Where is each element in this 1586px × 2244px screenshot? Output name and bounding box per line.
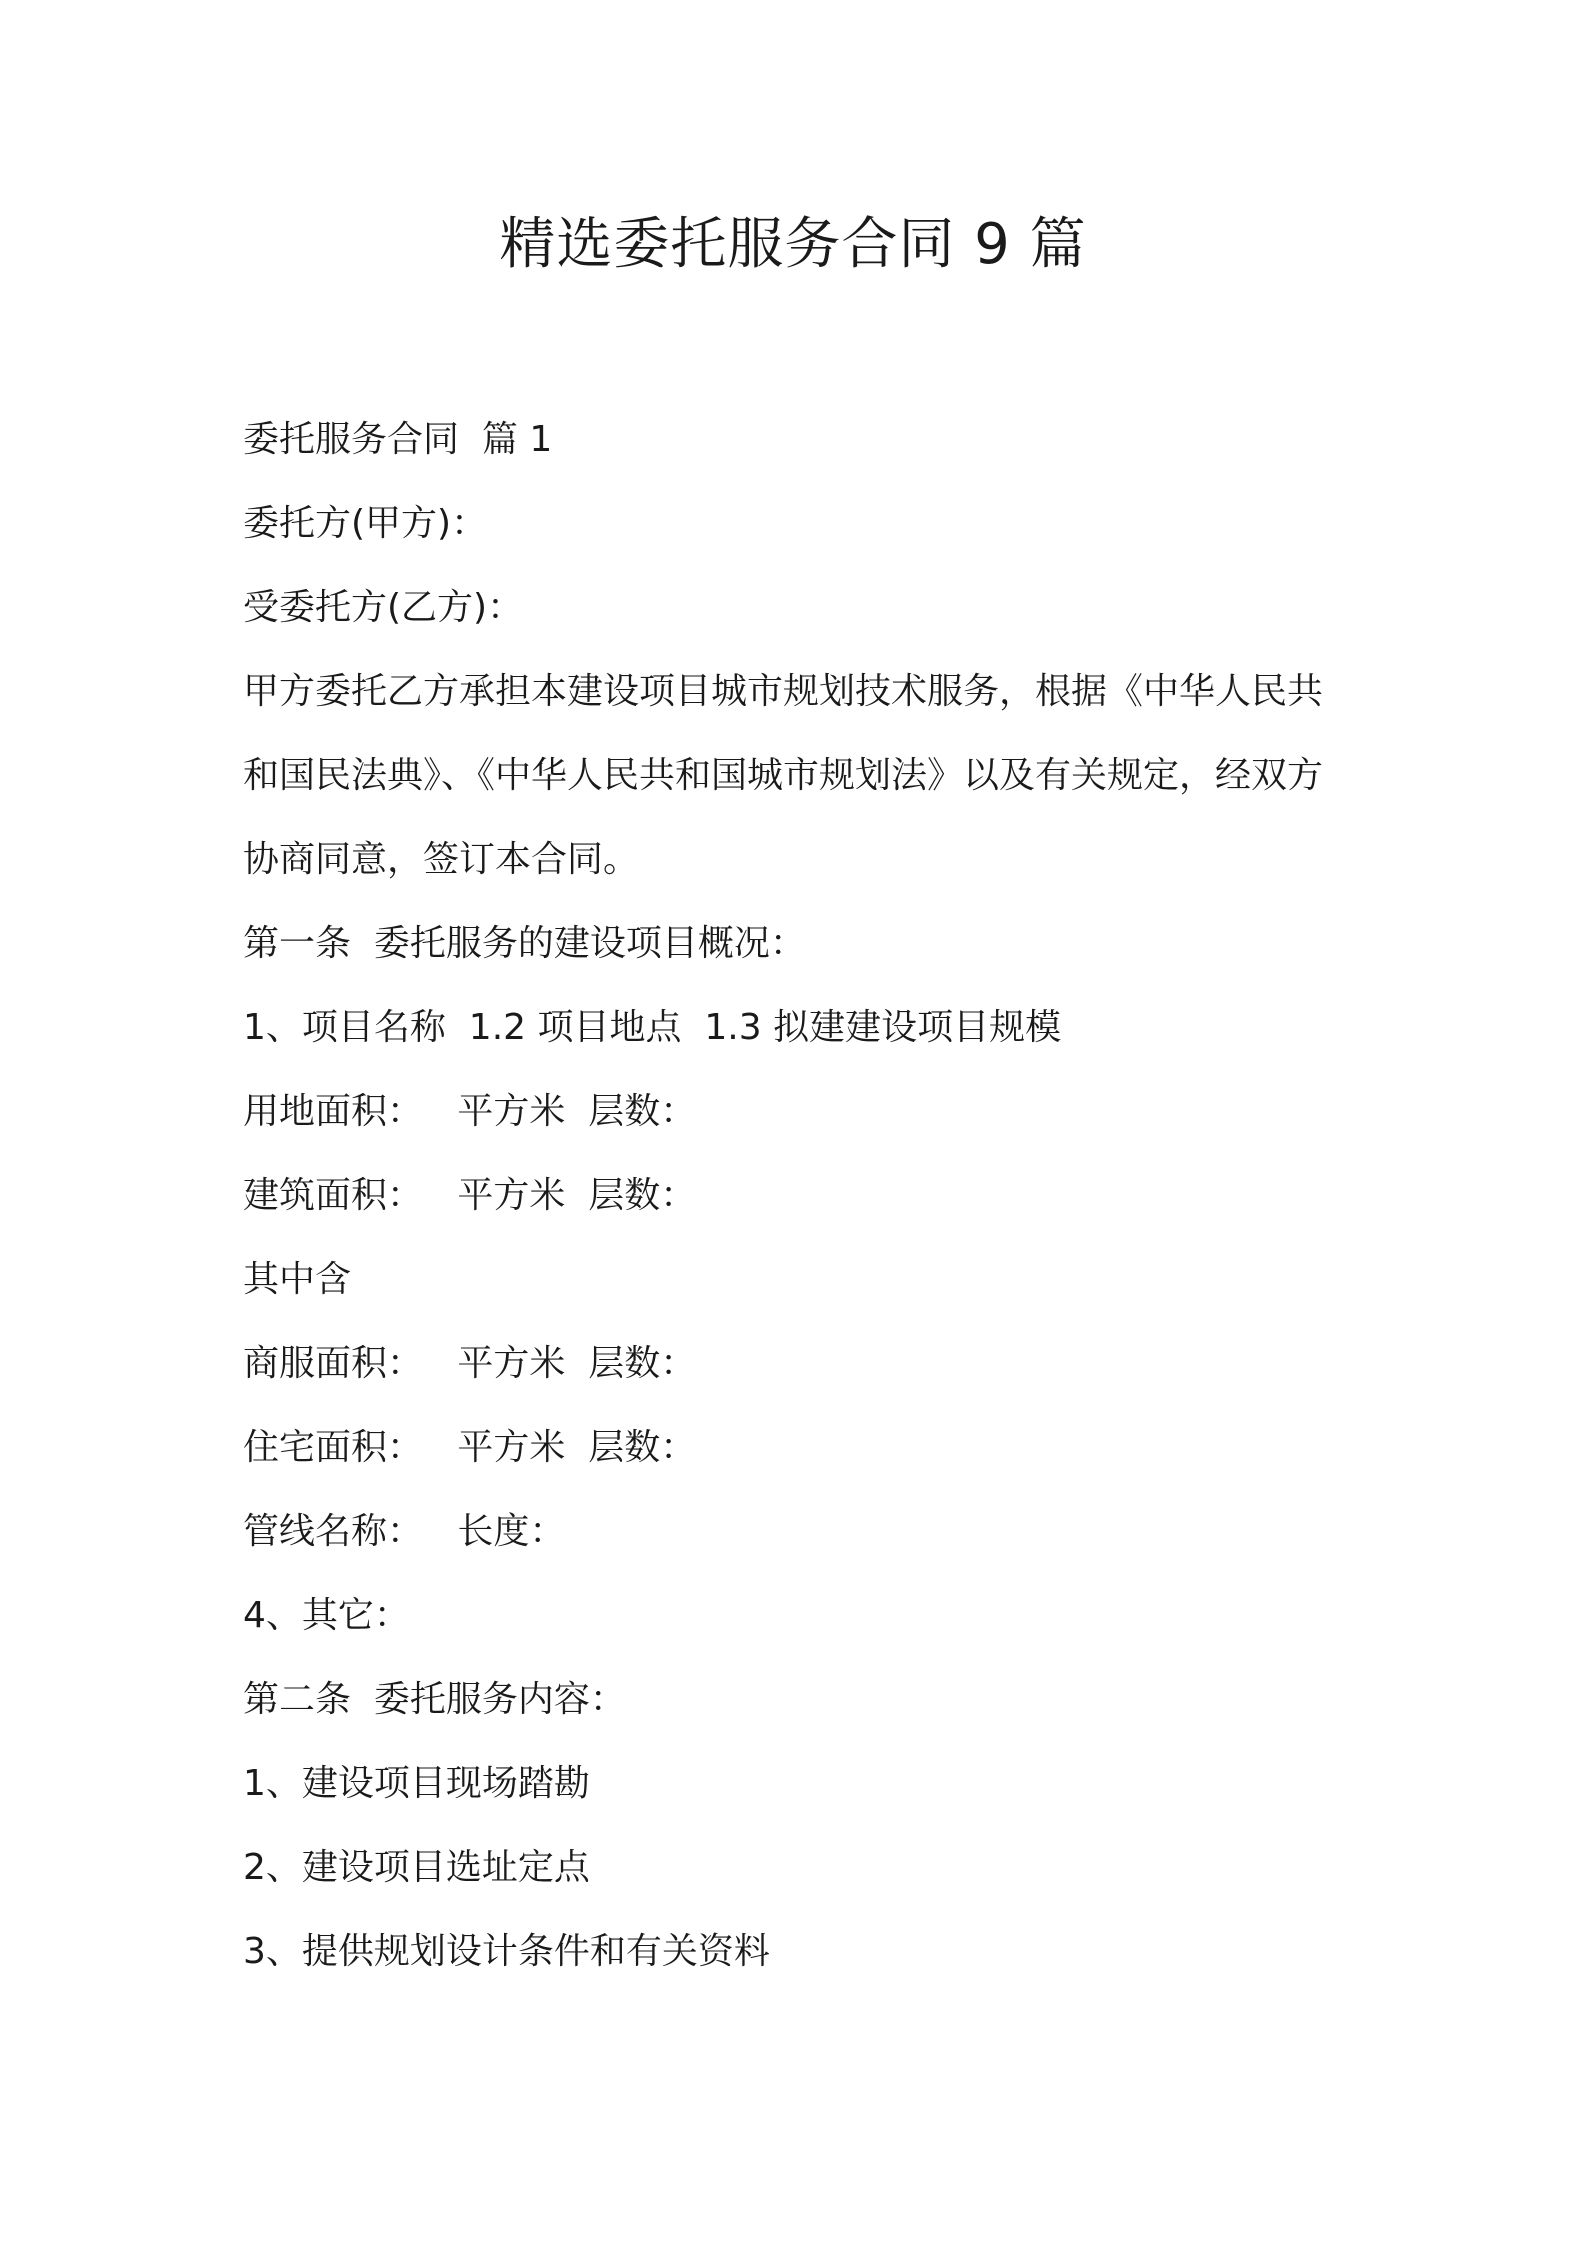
other-line: 4、其它： [243, 1595, 410, 1636]
list-item: 2、建设项目选址定点 [243, 1847, 590, 1888]
list-item: 1、建设项目现场踏勘 [243, 1763, 590, 1804]
land-area-line: 用地面积： 平方米 层数： [243, 1091, 697, 1132]
includes-line: 其中含 [243, 1259, 352, 1300]
article-heading: 第一条 委托服务的建设项目概况： [243, 923, 806, 964]
document-title: 精选委托服务合同 9 篇 [499, 212, 1087, 277]
paragraph-line: 甲方委托乙方承担本建设项目城市规划技术服务，根据《中华人民共 [243, 671, 1324, 712]
paragraph-line: 协商同意，签订本合同。 [243, 839, 640, 880]
party-a-line: 委托方(甲方)： [243, 503, 488, 544]
party-b-line: 受委托方(乙方)： [243, 587, 524, 628]
document-body [243, 398, 1363, 1994]
residential-area-line: 住宅面积： 平方米 层数： [243, 1427, 697, 1468]
pipeline-line: 管线名称： 长度： [243, 1511, 566, 1552]
article-heading: 第二条 委托服务内容： [243, 1679, 626, 1720]
commercial-area-line: 商服面积： 平方米 层数： [243, 1343, 697, 1384]
project-info-line: 1、项目名称 1.2 项目地点 1.3 拟建建设项目规模 [243, 1007, 1062, 1048]
list-item: 3、提供规划设计条件和有关资料 [243, 1931, 770, 1972]
paragraph-line: 和国民法典》、《中华人民共和国城市规划法》以及有关规定，经双方 [243, 755, 1324, 796]
section-heading: 委托服务合同 篇 1 [243, 419, 553, 460]
building-area-line: 建筑面积： 平方米 层数： [243, 1175, 697, 1216]
